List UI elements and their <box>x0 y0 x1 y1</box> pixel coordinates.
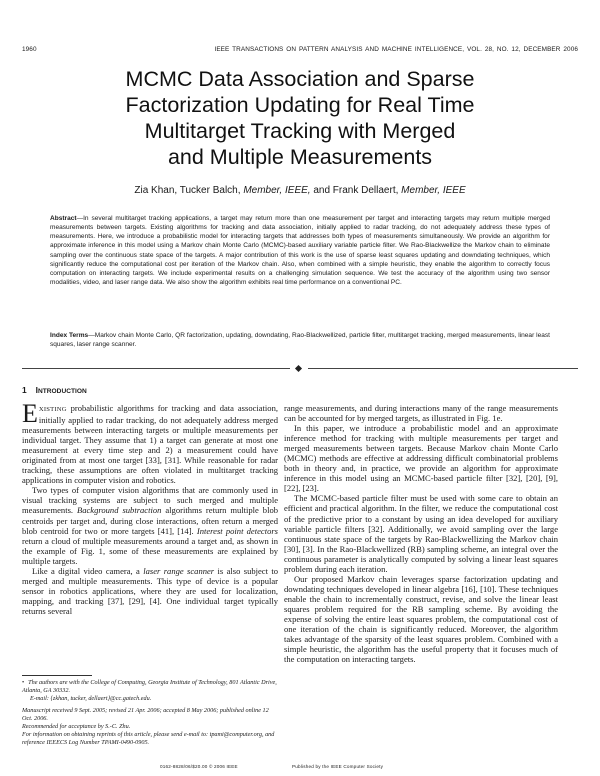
page-number: 1960 <box>22 46 37 53</box>
bullet-icon: • <box>22 679 25 686</box>
author-membership-1: Member, IEEE, <box>243 185 311 196</box>
smallcaps-lead: XISTING <box>38 406 67 413</box>
footnote-affiliation <box>22 679 278 695</box>
paragraph-text: Like a digital video camera, a <box>32 565 144 576</box>
section-title-rest: NTRODUCTION <box>38 388 87 395</box>
journal-header: IEEE TRANSACTIONS ON PATTERN ANALYSIS AND MACHINE INTELLIGENCE, VOL. 28, NO. 12, DECEMBER 2006 <box>214 46 578 53</box>
index-terms-text: —Markov chain Monte Carlo, QR factorization, updating, downdating, Rao-Blackwellized, particle filter, multitarget tracking, merged measurements, linear least squares, laser range scanner. <box>50 332 550 349</box>
separator-rule-right <box>308 368 578 369</box>
section-heading <box>22 385 87 395</box>
author-membership-2: Member, IEEE <box>401 185 466 196</box>
paragraph-text: algorithms return multiple blob centroids per target and, during close interactions, often return a merged blob centroid for two or more targets [41], [14]. <box>22 505 278 536</box>
index-terms-label: Index Terms <box>50 332 89 339</box>
right-column <box>284 403 558 664</box>
left-column <box>22 399 278 616</box>
diamond-separator-icon <box>295 365 302 372</box>
index-terms <box>50 331 550 349</box>
paragraph: range measurements, and during interactions many of the range measurements can be accounted for by merged targets, as illustrated in Fig. 1e. <box>284 403 558 424</box>
abstract-label: Abstract <box>50 215 77 222</box>
paragraph-text: Two types of computer vision algorithms that are commonly used in visual tracking systems are subject to such merged and multiple measurements. <box>22 485 278 516</box>
author-names-1: Zia Khan, Tucker Balch, <box>134 185 241 196</box>
paragraph <box>22 566 278 616</box>
abstract-text: —In several multitarget tracking applications, a target may return more than one measurement per target and interacting targets may return multiple merged measurements between targets. Existing algorithms for tracking and data association, initially applied to radar tracking, do not adequately address these types of measurements. Here, we introduce a probabilistic model for interacting targets that addresses both types of measurements simultaneously. We provide an algorithm for approximate inference in this model using a Markov chain Monte Carlo (MCMC)-based auxiliary variable particle filter. We Rao-Blackwellize the Markov chain to eliminate sampling over the continuous state space of the targets. A major contribution of this work is the use of sparse least squares updating and downdating techniques, which significantly reduce the computational cost per iteration of the Markov chain. Also, when combined with a simple heuristic, they enable the algorithm to correctly focus computation on interacting targets. We include experimental results on a challenging simulation sequence. We test the accuracy of the algorithm using two sensor modalities, video, and laser range data. We also show the algorithm exhibits real time performance on a conventional PC. <box>50 215 550 287</box>
footnote-rule <box>22 675 92 676</box>
paragraph: In this paper, we introduce a probabilistic model and an approximate inference method for tracking with multiple measurements per target and merged measurements between targets. Because Markov chain Monte Carlo (MCMC) methods are effective at addressing difficult combinatorial problems both in theory and, in practice, we provide an algorithm for approximate inference in this model using an MCMC-based particle filter [32], [20], [9], [22], [23]. <box>284 423 558 494</box>
drop-cap: E <box>22 399 38 428</box>
paragraph-text: probabilistic algorithms for tracking and data association, initially applied to radar tracking, do not adequately address merged measurements between interacting targets or multiple measurements per individual target. They assume that 1) a target can generate at most one measurement at every time step and 2) a measurement could have originated from at most one target [33], [31]. While reasonable for radar tracking, these assumptions are often violated in multitarget tracking applications in computer vision and robotics. <box>22 403 278 486</box>
publisher-text: Published by the IEEE Computer Society <box>292 764 384 769</box>
footnote-reprints: For information on obtaining reprints of this article, please send e-mail to: tpami@computer.org, and reference IEEECS Log Number TPAMI-0490-0905. <box>22 731 275 746</box>
footnote-text: The authors are with the College of Computing, Georgia Institute of Technology, 801 Atlantic Drive, Atlanta, GA 30332. <box>22 679 277 694</box>
copyright-text: 0162-8828/06/$20.00 © 2006 IEEE <box>160 764 238 769</box>
separator-rule-left <box>22 368 290 369</box>
title-line: MCMC Data Association and Sparse <box>125 67 475 91</box>
section-number: 1 <box>22 385 27 395</box>
footnote-email: E-mail: {zkhan, tucker, dellaert}@cc.gatech.edu. <box>30 695 152 702</box>
title-line: Multitarget Tracking with Merged <box>144 119 456 143</box>
title-line: and Multiple Measurements <box>167 145 433 169</box>
title-line: Factorization Updating for Real Time <box>125 93 475 117</box>
emphasis: Background subtraction <box>77 505 162 516</box>
emphasis: laser range scanner <box>143 565 215 576</box>
section-title-initial: I <box>35 385 38 395</box>
paper-title <box>40 66 560 170</box>
footnotes <box>22 679 278 747</box>
abstract <box>50 214 550 287</box>
paragraph-text: is also subject to merged and multiple measurements. This type of device is a popular sensor in robotics applications, where they are used for localization, mapping, and tracking [37], [29], [4]. One individual target typically returns several <box>22 565 278 616</box>
author-list <box>40 185 560 196</box>
paragraph: Our proposed Markov chain leverages sparse factorization updating and downdating techniques developed in linear algebra [16], [10]. These techniques enable the chain to incrementally construct, revise, and solve the linear least squares problem required for the RB sampling scheme. By avoiding the expense of solving the entire least squares problem, the computational cost of one iteration of the chain is significantly reduced. Moreover, the algorithm takes advantage of the sparsity of the least squares problem. Combined with a simple heuristic, the algorithm has the useful property that it focuses much of the computation on interacting targets. <box>284 573 558 665</box>
footnote-manuscript: Manuscript received 9 Sept. 2005; revised 21 Apr. 2006; accepted 8 May 2006; published online 12 Oct. 2006. <box>22 707 269 722</box>
author-names-2: and Frank Dellaert, <box>313 185 399 196</box>
paragraph: The MCMC-based particle filter must be used with some care to obtain an efficient and practical algorithm. In the filter, we reduce the computational cost of the predictive prior to a constant by using an idea developed for auxiliary variable particle filters [32]. Additionally, we avoid sampling over the large continuous state space of the targets by Rao-Blackwellizing the Markov chain [30], [3]. In the Rao-Blackwellized (RB) sampling scheme, an integral over the continuous parameter is analytically computed by solving a linear least squares problem during each iteration. <box>284 493 558 574</box>
emphasis: Interest point detectors <box>196 525 278 536</box>
paragraph <box>22 485 278 565</box>
footnote-recommended: Recommended for acceptance by S.-C. Zhu. <box>22 723 131 730</box>
paragraph-text: return a cloud of multiple measurements around a target and, as shown in the example of Fig. 1, some of these measurements are explained by multiple targets. <box>22 535 278 566</box>
paragraph <box>22 399 278 486</box>
